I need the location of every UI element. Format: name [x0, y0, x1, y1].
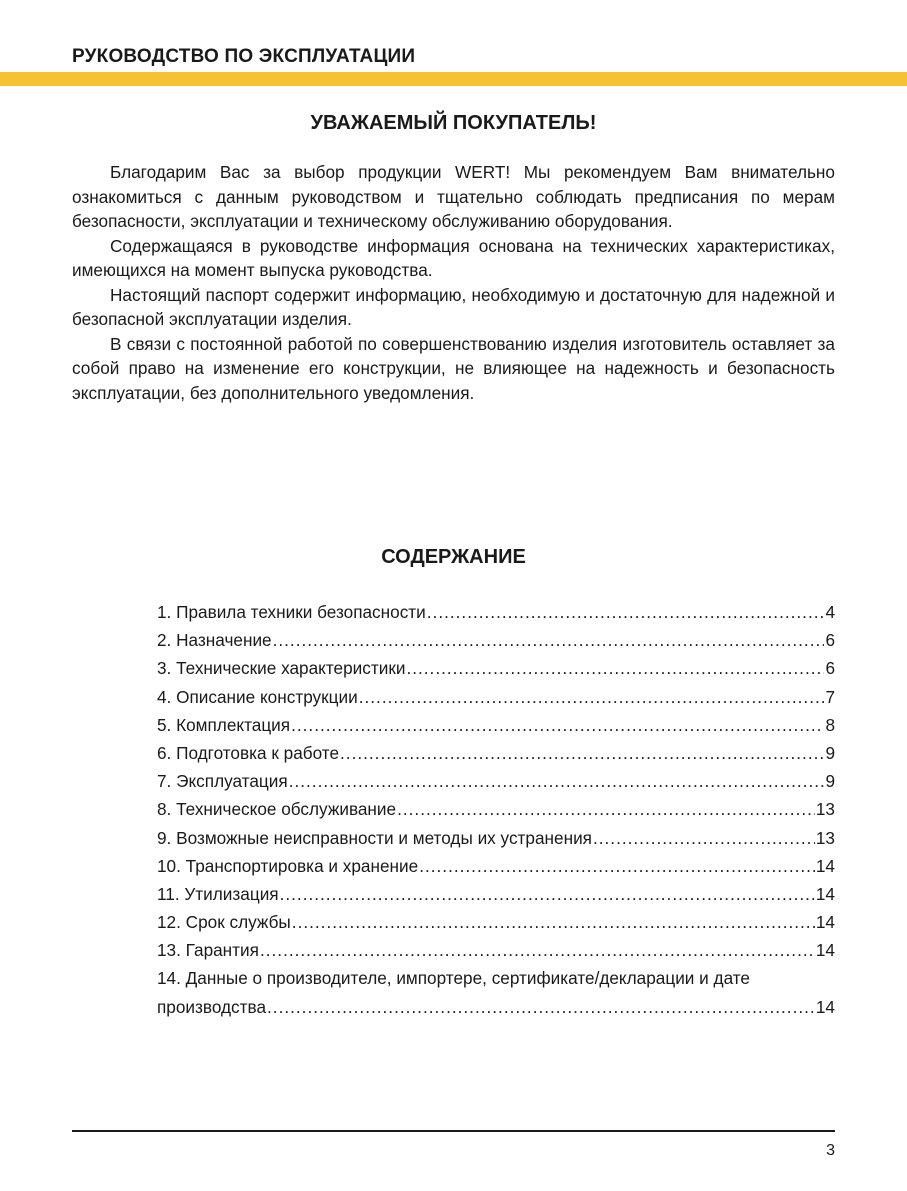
toc-item-page: 4: [825, 602, 835, 622]
toc-leader-dots: [291, 713, 824, 737]
toc-item-title: 12. Срок службы: [157, 912, 291, 933]
toc-item-page: 14: [815, 883, 835, 904]
toc-item-page: 13: [815, 799, 835, 820]
toc-item[interactable]: [157, 741, 835, 769]
toc-leader-dots: [273, 628, 825, 652]
toc-item-title-line2: производства: [157, 996, 267, 1017]
toc-item-page: 14: [815, 940, 835, 961]
toc-item-title: 7. Эксплуатация: [157, 771, 288, 792]
toc-item[interactable]: [157, 882, 835, 910]
toc-leader-dots: [260, 938, 815, 962]
toc-item[interactable]: [157, 656, 835, 684]
toc-item-title: 8. Техническое обслуживание: [157, 799, 397, 820]
toc-item[interactable]: [157, 769, 835, 797]
toc-item[interactable]: [157, 797, 835, 825]
toc-item-page: 14: [815, 855, 835, 876]
toc-leader-dots: [340, 741, 824, 765]
toc-item[interactable]: [157, 628, 835, 656]
toc-item-page: 14: [815, 996, 835, 1017]
greeting-heading: УВАЖАЕМЫЙ ПОКУПАТЕЛЬ!: [310, 112, 597, 134]
toc-item[interactable]: [157, 600, 835, 628]
toc-item-page: 7: [825, 686, 835, 707]
toc-item[interactable]: [157, 685, 835, 713]
document-header-title: РУКОВОДСТВО ПО ЭКСПЛУАТАЦИИ: [72, 46, 416, 67]
toc-item-multiline[interactable]: [157, 966, 835, 1022]
toc-item[interactable]: [157, 854, 835, 882]
intro-paragraph: Содержащаяся в руководстве информация основана на технических характеристиках, имеющихся на момент выпуска руководства.: [72, 235, 835, 280]
toc-leader-dots: [267, 995, 815, 1019]
toc-item-page: 9: [825, 742, 835, 763]
toc-item-page: 9: [825, 771, 835, 792]
toc-item-title: 13. Гарантия: [157, 940, 259, 961]
toc-leader-dots: [289, 769, 825, 793]
toc-item[interactable]: [157, 713, 835, 741]
toc-leader-dots: [419, 854, 815, 878]
toc-item-page: 8: [825, 714, 835, 735]
toc-leader-dots: [292, 910, 815, 934]
toc-item-page: 6: [825, 630, 835, 651]
toc-leader-dots: [397, 797, 815, 821]
toc-leader-dots: [427, 600, 825, 624]
toc-item-page: 6: [825, 658, 835, 679]
toc-item-title: 10. Транспортировка и хранение: [157, 855, 419, 876]
intro-paragraph: Настоящий паспорт содержит информацию, необходимую и достаточную для надежной и безопасной эксплуатации изделия.: [72, 284, 835, 329]
toc-item-title-line1: 14. Данные о производителе, импортере, сертификате/декларации и дате: [157, 968, 750, 989]
toc-leader-dots: [280, 882, 815, 906]
toc-item-title: 11. Утилизация: [157, 883, 279, 904]
toc-item-title: 9. Возможные неисправности и методы их устранения: [157, 827, 592, 848]
toc-item[interactable]: [157, 910, 835, 938]
toc-item-title: 6. Подготовка к работе: [157, 742, 340, 763]
toc-leader-dots: [593, 826, 815, 850]
toc-item-page: 14: [815, 912, 835, 933]
toc-item-title: 3. Технические характеристики: [157, 658, 406, 679]
header-accent-bar: [0, 72, 907, 86]
toc-heading: СОДЕРЖАНИЕ: [381, 546, 526, 568]
intro-paragraph: В связи с постоянной работой по совершенствованию изделия изготовитель оставляет за собой право на изменение его конструкции, не влияющее на надежность и безопасность эксплуатации, без дополнительного уведомления.: [72, 333, 835, 403]
toc-item-title: 4. Описание конструкции: [157, 686, 358, 707]
toc-item-page: 13: [815, 827, 835, 848]
toc-leader-dots: [359, 685, 825, 709]
footer-divider: [72, 1130, 835, 1132]
toc-item-title: 5. Комплектация: [157, 714, 291, 735]
toc-item-continuation: [157, 995, 835, 1023]
toc-leader-dots: [406, 656, 824, 680]
intro-text: [72, 160, 835, 405]
toc-item-title: 1. Правила техники безопасности: [157, 602, 426, 622]
page-number: 3: [826, 1142, 835, 1159]
intro-paragraph: Благодарим Вас за выбор продукции WERT! Мы рекомендуем Вам внимательно ознакомиться с данным руководством и тщательно соблюдать предписания по мерам безопасности, эксплуатации и техническому обслуживанию оборудования.: [72, 162, 835, 231]
toc-item[interactable]: [157, 826, 835, 854]
toc-item-title: 2. Назначение: [157, 630, 272, 651]
table-of-contents: [157, 600, 835, 1023]
toc-item[interactable]: [157, 938, 835, 966]
